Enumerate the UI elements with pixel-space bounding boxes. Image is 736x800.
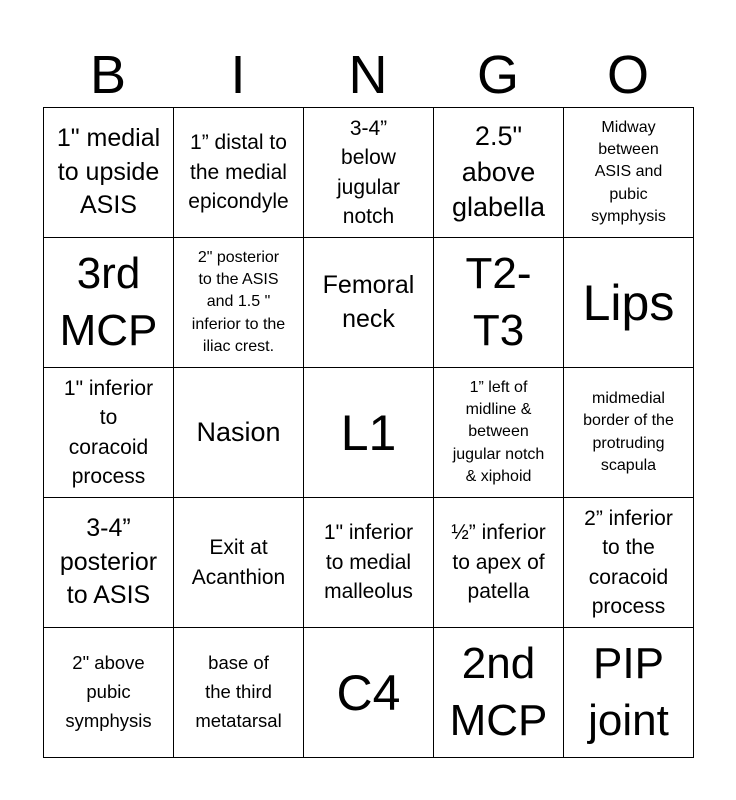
cell-text: T2- T3: [465, 249, 532, 355]
bingo-cell[interactable]: [564, 238, 694, 368]
bingo-cell[interactable]: [434, 238, 564, 368]
cell-text: 3-4” below jugular notch: [336, 116, 401, 228]
bingo-header: [43, 44, 693, 106]
cell-text: 2” inferior to the coracoid process: [584, 506, 673, 618]
cell-text: midmedial border of the protruding scapula: [583, 389, 674, 474]
cell-text: base of the third metatarsal: [195, 652, 282, 731]
bingo-cell[interactable]: [564, 368, 694, 498]
bingo-cell[interactable]: [174, 238, 304, 368]
bingo-cell[interactable]: [44, 368, 174, 498]
cell-text: 3rd MCP: [59, 249, 158, 355]
header-letter-b: B: [89, 45, 127, 105]
cell-text: 1" medial to upside ASIS: [56, 123, 161, 220]
header-letter-o: O: [606, 45, 649, 105]
header-letter-i: I: [230, 45, 246, 105]
cell-text: ½” inferior to apex of patella: [451, 521, 546, 604]
bingo-cell[interactable]: [564, 628, 694, 758]
cell-text: Femoral neck: [322, 270, 415, 333]
bingo-cell[interactable]: [434, 108, 564, 238]
bingo-cell[interactable]: [304, 498, 434, 628]
bingo-cell[interactable]: [44, 628, 174, 758]
bingo-cell[interactable]: [564, 108, 694, 238]
cell-text: 2" above pubic symphysis: [65, 652, 152, 731]
cell-text: Lips: [582, 274, 675, 331]
bingo-cell[interactable]: [44, 238, 174, 368]
cell-text: 2" posterior to the ASIS and 1.5 " inferior to the iliac crest.: [191, 248, 286, 356]
bingo-cell[interactable]: [44, 498, 174, 628]
bingo-cell[interactable]: [304, 108, 434, 238]
header-letter-g: G: [476, 45, 519, 105]
cell-text: 1" inferior to coracoid process: [63, 376, 154, 488]
cell-text: Midway between ASIS and pubic symphysis: [591, 118, 666, 226]
bingo-cell[interactable]: [304, 628, 434, 758]
cell-text: PIP joint: [588, 639, 669, 745]
bingo-cell[interactable]: [174, 498, 304, 628]
bingo-cell[interactable]: [44, 108, 174, 238]
bingo-cell[interactable]: [434, 628, 564, 758]
bingo-cell[interactable]: [174, 368, 304, 498]
cell-text: 1” left of midline & between jugular notch & xiphoid: [452, 378, 545, 486]
bingo-cell[interactable]: [304, 368, 434, 498]
bingo-cell[interactable]: [434, 498, 564, 628]
cell-text: L1: [340, 404, 397, 461]
cell-text: C4: [336, 664, 401, 721]
bingo-cell[interactable]: [434, 368, 564, 498]
cell-text: 2.5" above glabella: [451, 121, 546, 223]
cell-text: 2nd MCP: [449, 639, 548, 745]
cell-text: 1" inferior to medial malleolus: [323, 521, 414, 604]
cell-text: Nasion: [196, 416, 281, 447]
bingo-cell[interactable]: [174, 628, 304, 758]
bingo-cell[interactable]: [564, 498, 694, 628]
bingo-board: [43, 107, 694, 758]
bingo-cell[interactable]: [174, 108, 304, 238]
cell-text: Exit at Acanthion: [191, 536, 286, 589]
header-letter-n: N: [348, 45, 388, 105]
bingo-cell[interactable]: [304, 238, 434, 368]
cell-text: 3-4” posterior to ASIS: [59, 513, 158, 610]
cell-text: 1” distal to the medial epicondyle: [188, 131, 289, 214]
